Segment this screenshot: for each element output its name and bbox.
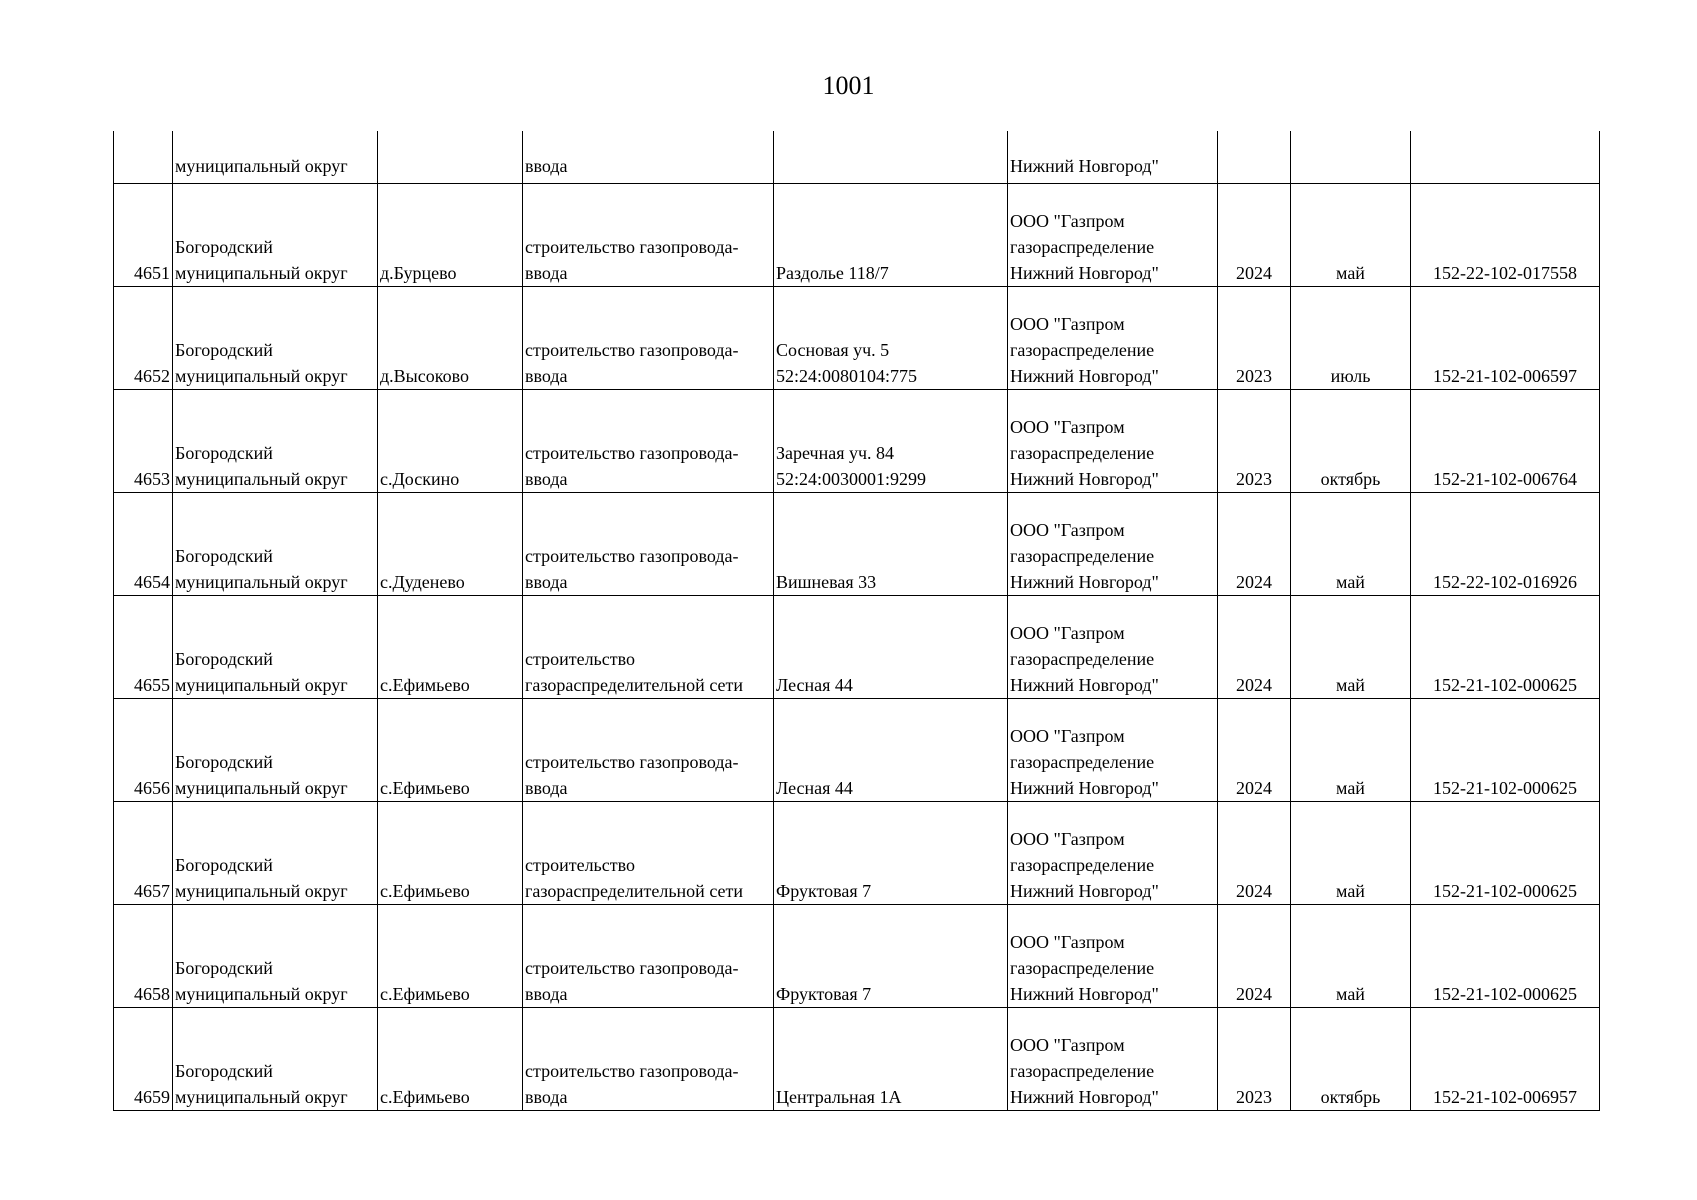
cell-year [1218, 802, 1291, 905]
cell-organization [1008, 596, 1218, 699]
cell-district [173, 596, 378, 699]
cell-code [1411, 905, 1600, 1008]
cell-text-address-2: 52:24:0080104:775 [776, 366, 918, 386]
cell-text-work-2: ввода [525, 572, 568, 592]
cell-text-district-1: Богородский [175, 855, 273, 875]
cell-text-org-1: ООО "Газпром [1010, 932, 1125, 952]
cell-work [523, 390, 774, 493]
cell-work [523, 287, 774, 390]
cell-text-org-3: Нижний Новгород" [1010, 778, 1159, 798]
cell-settlement [378, 287, 523, 390]
cell-work [523, 699, 774, 802]
cell-text-org-2: газораспределение [1010, 237, 1155, 257]
cell-text-settlement: с.Ефимьево [380, 778, 470, 798]
cell-year [1218, 131, 1291, 184]
cell-text-code: 152-21-102-000625 [1433, 881, 1577, 901]
cell-text-district-2: муниципальный округ [175, 469, 348, 489]
cell-text-num: 4652 [134, 366, 170, 386]
cell-text-settlement: с.Доскино [380, 469, 460, 489]
cell-text-org-1: ООО "Газпром [1010, 1035, 1125, 1055]
cell-num [114, 184, 173, 287]
cell-district [173, 905, 378, 1008]
cell-work [523, 905, 774, 1008]
cell-code [1411, 699, 1600, 802]
cell-code [1411, 390, 1600, 493]
cell-settlement [378, 184, 523, 287]
cell-work [523, 1008, 774, 1111]
cell-text-code: 152-21-102-000625 [1433, 675, 1577, 695]
cell-text-org-2: газораспределение [1010, 546, 1155, 566]
cell-code [1411, 493, 1600, 596]
cell-district [173, 493, 378, 596]
cell-text-org-3: Нижний Новгород" [1010, 366, 1159, 386]
cell-text-code: 152-21-102-006957 [1433, 1087, 1577, 1107]
cell-organization: Нижний Новгород" [1008, 131, 1218, 184]
table-row [114, 596, 1600, 699]
cell-text-org-1: ООО "Газпром [1010, 726, 1125, 746]
cell-text-address-1: Заречная уч. 84 [776, 443, 895, 463]
cell-text-month: май [1336, 778, 1365, 798]
table-row [114, 184, 1600, 287]
cell-district [173, 802, 378, 905]
cell-text-code: 152-22-102-017558 [1433, 263, 1577, 283]
cell-month [1291, 131, 1411, 184]
cell-text-address-1 [776, 234, 1005, 260]
cell-settlement [378, 699, 523, 802]
cell-text-month: май [1336, 881, 1365, 901]
cell-month [1291, 184, 1411, 287]
cell-text-work-2: ввода [525, 263, 568, 283]
cell-text-org-3: Нижний Новгород" [1010, 984, 1159, 1004]
cell-text-district-1: Богородский [175, 1061, 273, 1081]
cell-organization [1008, 699, 1218, 802]
cell-address [774, 184, 1008, 287]
cell-text-address-1 [776, 1058, 1005, 1084]
cell-month [1291, 493, 1411, 596]
cell-text-address-1 [776, 749, 1005, 775]
cell-text-org-2: газораспределение [1010, 752, 1155, 772]
continued-row [114, 131, 1600, 184]
cell-text-district-1: Богородский [175, 546, 273, 566]
cell-text-district-1: Богородский [175, 340, 273, 360]
cell-settlement [378, 131, 523, 184]
cell-address [774, 390, 1008, 493]
cell-organization [1008, 184, 1218, 287]
cell-text-year: 2024 [1236, 984, 1272, 1004]
cell-text-work-1: строительство газопровода- [525, 340, 739, 360]
cell-text-year: 2024 [1236, 881, 1272, 901]
cell-text-work-1: строительство газопровода- [525, 752, 739, 772]
cell-work [523, 493, 774, 596]
cell-num [114, 287, 173, 390]
cell-work [523, 184, 774, 287]
cell-address [774, 596, 1008, 699]
cell-text-work-2: ввода [525, 469, 568, 489]
cell-organization [1008, 493, 1218, 596]
cell-settlement [378, 1008, 523, 1111]
cell-text-district-2: муниципальный округ [175, 263, 348, 283]
cell-district [173, 390, 378, 493]
table-row [114, 493, 1600, 596]
cell-text-work-1: строительство [525, 855, 635, 875]
cell-settlement [378, 905, 523, 1008]
cell-text-num: 4659 [134, 1087, 170, 1107]
cell-text-district-2: муниципальный округ [175, 1087, 348, 1107]
cell-text-work-1: строительство газопровода- [525, 237, 739, 257]
cell-text-settlement: с.Ефимьево [380, 881, 470, 901]
cell-text-settlement: с.Ефимьево [380, 984, 470, 1004]
cell-text-work-2: ввода [525, 1087, 568, 1107]
cell-text-code: 152-21-102-006764 [1433, 469, 1577, 489]
cell-address [774, 699, 1008, 802]
cell-district [173, 699, 378, 802]
cell-text-address-2: Фруктовая 7 [776, 881, 872, 901]
cell-district [173, 287, 378, 390]
cell-text-district-2: муниципальный округ [175, 984, 348, 1004]
cell-text-org-2: газораспределение [1010, 855, 1155, 875]
cell-month [1291, 390, 1411, 493]
cell-work [523, 596, 774, 699]
cell-text-org-3: Нижний Новгород" [1010, 1087, 1159, 1107]
cell-district [173, 1008, 378, 1111]
cell-year [1218, 596, 1291, 699]
cell-month [1291, 905, 1411, 1008]
cell-district: муниципальный округ [173, 131, 378, 184]
cell-year [1218, 390, 1291, 493]
cell-text-work-2: ввода [525, 778, 568, 798]
cell-month [1291, 287, 1411, 390]
cell-text-district-1: Богородский [175, 752, 273, 772]
cell-text-work-1: строительство [525, 649, 635, 669]
cell-text-address-1 [776, 955, 1005, 981]
table-row [114, 1008, 1600, 1111]
cell-work [523, 802, 774, 905]
cell-text-num: 4656 [134, 778, 170, 798]
cell-num [114, 1008, 173, 1111]
cell-text-code: 152-21-102-006597 [1433, 366, 1577, 386]
cell-text-district-1: Богородский [175, 237, 273, 257]
cell-work: ввода [523, 131, 774, 184]
cell-settlement [378, 493, 523, 596]
cell-text-code: 152-21-102-000625 [1433, 778, 1577, 798]
cell-settlement [378, 390, 523, 493]
cell-address [774, 905, 1008, 1008]
cell-code [1411, 287, 1600, 390]
cell-organization [1008, 390, 1218, 493]
cell-settlement [378, 802, 523, 905]
cell-year [1218, 184, 1291, 287]
cell-num [114, 493, 173, 596]
cell-text-work-2: газораспределительной сети [525, 881, 744, 901]
table-row [114, 699, 1600, 802]
cell-text-org-1: ООО "Газпром [1010, 314, 1125, 334]
cell-text-year: 2024 [1236, 675, 1272, 695]
cell-text-num: 4655 [134, 675, 170, 695]
cell-text-num: 4658 [134, 984, 170, 1004]
cell-text-address-1: Сосновая уч. 5 [776, 340, 890, 360]
cell-text-month: октябрь [1320, 469, 1381, 489]
cell-month [1291, 699, 1411, 802]
cell-text-district-2: муниципальный округ [175, 366, 348, 386]
table-row [114, 287, 1600, 390]
cell-text-org-2: газораспределение [1010, 649, 1155, 669]
cell-text-org-2: газораспределение [1010, 1061, 1155, 1081]
cell-num [114, 802, 173, 905]
cell-month [1291, 1008, 1411, 1111]
cell-text-work-1: строительство газопровода- [525, 1061, 739, 1081]
cell-address [774, 493, 1008, 596]
cell-text-year: 2023 [1236, 366, 1272, 386]
cell-text-work-1: строительство газопровода- [525, 958, 739, 978]
cell-text-org-3: Нижний Новгород" [1010, 572, 1159, 592]
cell-text-month: июль [1330, 366, 1371, 386]
cell-address [774, 802, 1008, 905]
cell-text-org-2: газораспределение [1010, 443, 1155, 463]
table-row [114, 905, 1600, 1008]
cell-num [114, 699, 173, 802]
cell-text-month: май [1336, 675, 1365, 695]
cell-text-month: май [1336, 984, 1365, 1004]
cell-text-district-2: муниципальный округ [175, 778, 348, 798]
table-row [114, 390, 1600, 493]
cell-text-work-2: газораспределительной сети [525, 675, 744, 695]
cell-year [1218, 1008, 1291, 1111]
cell-text-org-1: ООО "Газпром [1010, 520, 1125, 540]
cell-organization [1008, 287, 1218, 390]
cell-text-district-1: Богородский [175, 958, 273, 978]
cell-text-year: 2023 [1236, 469, 1272, 489]
cell-settlement [378, 596, 523, 699]
cell-year [1218, 699, 1291, 802]
cell-code [1411, 1008, 1600, 1111]
cell-num [114, 905, 173, 1008]
cell-year [1218, 905, 1291, 1008]
cell-text-work-1: строительство газопровода- [525, 443, 739, 463]
cell-text-settlement: с.Дуденево [380, 572, 465, 592]
cell-organization [1008, 802, 1218, 905]
cell-text-address-2: Лесная 44 [776, 778, 853, 798]
cell-text-org-2: газораспределение [1010, 958, 1155, 978]
cell-num [114, 131, 173, 184]
cell-text-org-3: Нижний Новгород" [1010, 675, 1159, 695]
cell-text-num: 4654 [134, 572, 170, 592]
cell-text-work-2: ввода [525, 984, 568, 1004]
cell-text-org-3: Нижний Новгород" [1010, 263, 1159, 283]
cell-text-work-1: строительство газопровода- [525, 546, 739, 566]
cell-code [1411, 131, 1600, 184]
cell-text-address-2: Вишневая 33 [776, 572, 877, 592]
cell-month [1291, 596, 1411, 699]
cell-text-num: 4651 [134, 263, 170, 283]
cell-text-address-2: Фруктовая 7 [776, 984, 872, 1004]
cell-text-org-1: ООО "Газпром [1010, 211, 1125, 231]
cell-text-address-1 [776, 852, 1005, 878]
cell-text-settlement: д.Бурцево [380, 263, 457, 283]
cell-num [114, 596, 173, 699]
cell-month [1291, 802, 1411, 905]
cell-text-month: май [1336, 263, 1365, 283]
cell-text-address-2: Раздолье 118/7 [776, 263, 889, 283]
cell-address [774, 287, 1008, 390]
cell-text-num: 4657 [134, 881, 170, 901]
cell-text-num: 4653 [134, 469, 170, 489]
cell-year [1218, 493, 1291, 596]
cell-text-code: 152-21-102-000625 [1433, 984, 1577, 1004]
cell-text-district-2: муниципальный округ [175, 572, 348, 592]
cell-text-district-2: муниципальный округ [175, 675, 348, 695]
cell-year [1218, 287, 1291, 390]
cell-text-code: 152-22-102-016926 [1433, 572, 1577, 592]
cell-text-year: 2024 [1236, 572, 1272, 592]
cell-code [1411, 802, 1600, 905]
page-number: 1001 [822, 71, 875, 100]
cell-text-year: 2024 [1236, 778, 1272, 798]
cell-text-org-2: газораспределение [1010, 340, 1155, 360]
cell-text-settlement: с.Ефимьево [380, 675, 470, 695]
cell-text-district-2: муниципальный округ [175, 881, 348, 901]
cell-text-address-2: 52:24:0030001:9299 [776, 469, 927, 489]
cell-address [774, 1008, 1008, 1111]
cell-code [1411, 184, 1600, 287]
cell-text-org-1: ООО "Газпром [1010, 829, 1125, 849]
gasification-registry-table [113, 131, 1600, 1111]
cell-text-month: октябрь [1320, 1087, 1381, 1107]
cell-text-settlement: с.Ефимьево [380, 1087, 470, 1107]
table-row [114, 802, 1600, 905]
cell-text-address-2: Центральная 1А [776, 1087, 902, 1107]
cell-organization [1008, 1008, 1218, 1111]
cell-organization [1008, 905, 1218, 1008]
cell-code [1411, 596, 1600, 699]
cell-text-org-3: Нижний Новгород" [1010, 881, 1159, 901]
cell-district [173, 184, 378, 287]
cell-text-year: 2023 [1236, 1087, 1272, 1107]
cell-text-district-1: Богородский [175, 649, 273, 669]
cell-text-address-1 [776, 543, 1005, 569]
cell-text-work-2: ввода [525, 366, 568, 386]
cell-text-district-1: Богородский [175, 443, 273, 463]
cell-text-org-1: ООО "Газпром [1010, 417, 1125, 437]
cell-num [114, 390, 173, 493]
cell-text-year: 2024 [1236, 263, 1272, 283]
cell-text-address-2: Лесная 44 [776, 675, 853, 695]
cell-text-org-3: Нижний Новгород" [1010, 469, 1159, 489]
cell-text-address-1 [776, 646, 1005, 672]
cell-text-org-1: ООО "Газпром [1010, 623, 1125, 643]
cell-address [774, 131, 1008, 184]
cell-text-month: май [1336, 572, 1365, 592]
cell-text-settlement: д.Высоково [380, 366, 469, 386]
